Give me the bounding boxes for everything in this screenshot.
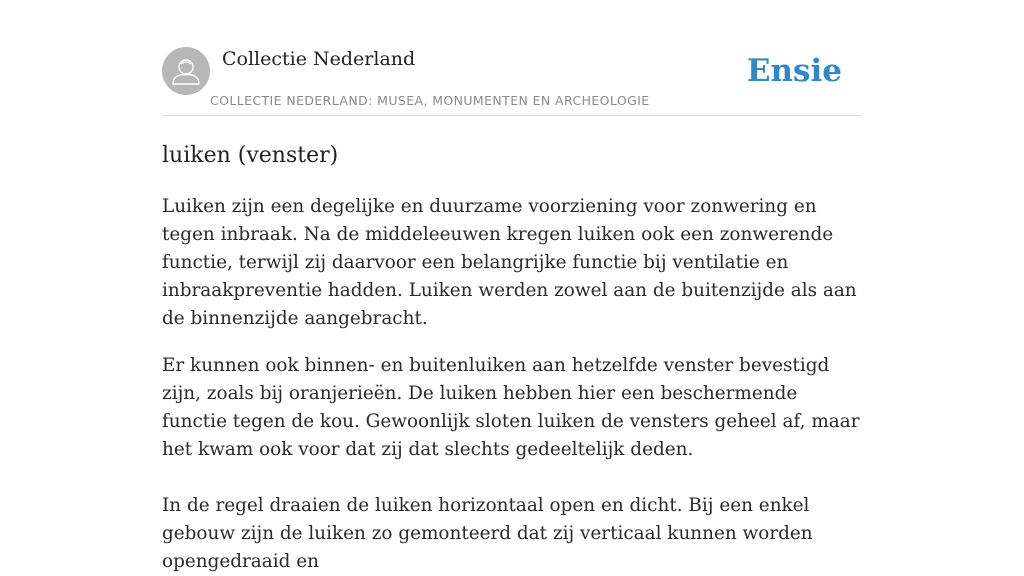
paragraph: Er kunnen ook binnen- en buitenluiken aan hetzelfde venster bevestigd zijn, zoals bij oranjerieën. De luiken hebben hier een beschermende functie tegen de kou. Gewoonlijk sloten luiken de vensters geheel af, maar het kwam ook voor dat zij dat slechts gedeeltelijk deden.	[162, 355, 860, 460]
author-name[interactable]: Collectie Nederland	[222, 48, 416, 70]
page	[162, 0, 862, 576]
user-silhouette-icon	[162, 47, 210, 95]
ensie-logo[interactable]: Ensie	[746, 53, 842, 89]
avatar[interactable]	[162, 47, 210, 95]
paragraph: Luiken zijn een degelijke en duurzame voorziening voor zonwering en tegen inbraak. Na de middeleeuwen kregen luiken ook een zonwerende functie, terwijl zij daarvoor een belangrijke functie bij ventilatie en inbraakpreventie hadden. Luiken werden zowel aan de buitenzijde als aan de binnenzijde aangebracht.	[162, 196, 857, 329]
source-subtitle[interactable]: COLLECTIE NEDERLAND: MUSEA, MONUMENTEN EN ARCHEOLOGIE	[210, 93, 650, 108]
entry-body	[162, 193, 862, 576]
paragraph: In de regel draaien de luiken horizontaal open en dicht. Bij een enkel gebouw zijn de luiken zo gemonteerd dat zij verticaal kunnen worden opengedraaid en	[162, 495, 813, 572]
entry-header	[162, 47, 862, 116]
entry-title: luiken (venster)	[162, 143, 339, 168]
